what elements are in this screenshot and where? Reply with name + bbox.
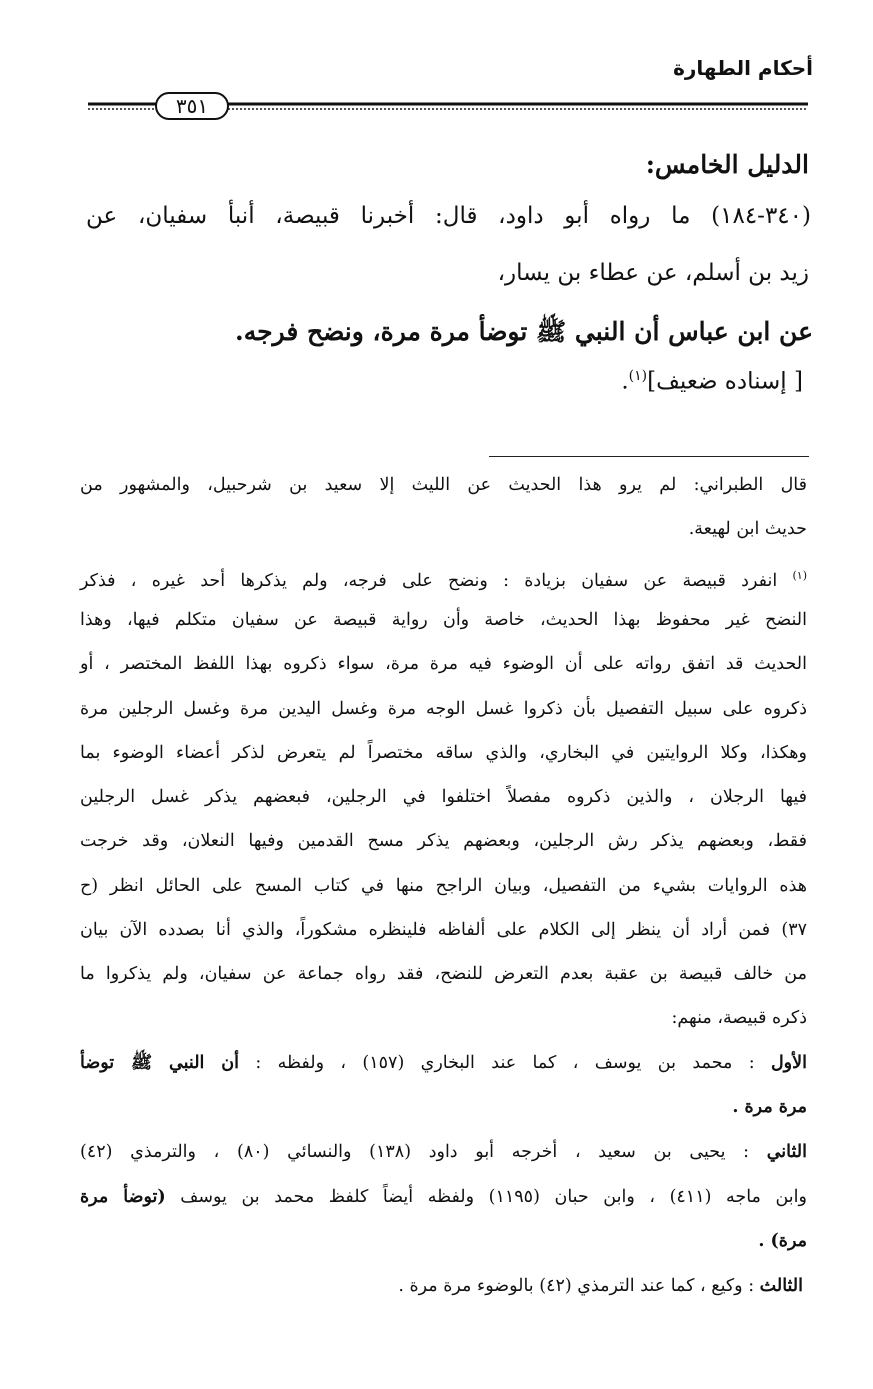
- footnote-line: [80, 1097, 807, 1117]
- footnote-line: ذكره قبيصة، منهم:: [671, 1008, 807, 1028]
- footnote-line: هذه الروايات بشيء من التفصيل، وبيان الراجح منها في كتاب المسح على الحائل انظر (ح: [80, 876, 807, 896]
- footnote-line: [80, 1187, 807, 1207]
- narrator-label: الثالث: [759, 1276, 803, 1296]
- footnote-line: [80, 566, 807, 591]
- footnote-marker: (١): [792, 569, 807, 582]
- footnote-line: ذكروه على سبيل التفصيل بأن ذكروا غسل الوجه مرة وغسل اليدين مرة وغسل الرجلين مرة: [80, 699, 807, 719]
- footnote-text: انفرد قبيصة عن سفيان بزيادة : ونضح على فرجه، ولم يذكرها أحد غيره ، فذكر: [80, 570, 778, 591]
- footnote-line: [80, 1231, 807, 1251]
- footnote-line: حديث ابن لهيعة.: [688, 519, 807, 539]
- footnote-line: [80, 1276, 803, 1296]
- quoted-wording: (توضأ مرة: [80, 1187, 166, 1207]
- footnote-line: [80, 1142, 807, 1162]
- grading-text: [ إسناده ضعيف]: [647, 368, 803, 395]
- footnote-line: قال الطبراني: لم يرو هذا الحديث عن الليث إلا سعيد بن شرحبيل، والمشهور من: [80, 475, 807, 495]
- hadith-isnad-line: (٣٤٠-١٨٤) ما رواه أبو داود، قال: أخبرنا قبيصة، أنبأ سفيان، عن: [86, 203, 811, 229]
- quoted-wording: أن النبي ﷺ توضأ: [80, 1053, 240, 1073]
- narrator-label: الأول: [770, 1053, 807, 1073]
- quoted-wording: مرة مرة .: [732, 1097, 807, 1117]
- footnote-line: فقط، وبعضهم يذكر رش الرجلين، وبعضهم يذكر مسح القدمين وفيها النعلان، وقد خرجت: [80, 831, 807, 851]
- footnote-separator: [489, 456, 809, 457]
- footnote-line: من خالف قبيصة بن عقبة بعدم التعرض للنضح، فقد رواه جماعة عن سفيان، ولم يذكروا ما: [80, 964, 807, 984]
- hadith-isnad-line: زيد بن أسلم، عن عطاء بن يسار،: [497, 260, 809, 286]
- footnote-line: [80, 1053, 807, 1073]
- footnote-text: : محمد بن يوسف ، كما عند البخاري (١٥٧) ، ولفظه :: [255, 1053, 755, 1073]
- footnote-text: وابن ماجه (٤١١) ، وابن حبان (١١٩٥) ولفظه أيضاً كلفظ محمد بن يوسف: [180, 1187, 807, 1207]
- footnote-line: وهكذا، وكلا الروايتين في البخاري، والذي ساقه مختصراً لم يتعرض لذكر أعضاء الوضوء بما: [80, 743, 807, 763]
- page-number: ٣٥١: [175, 94, 209, 118]
- footnote-line: ٣٧) فمن أراد أن ينظر إلى الكلام على ألفاظه فلينظره مشكوراً، والذي أنا بصدده الآن بيان: [80, 920, 807, 940]
- footnote-reference: (١): [628, 368, 648, 384]
- footnote-text: : وكيع ، كما عند الترمذي (٤٢) بالوضوء مرة مرة .: [398, 1276, 755, 1296]
- section-heading: الدليل الخامس:: [645, 150, 809, 179]
- grading-end: .: [621, 368, 629, 395]
- footnote-line: فيها الرجلان ، والذين ذكروه مفصلاً اختلفوا في الرجلين، فبعضهم يذكر غسل الرجلين: [80, 787, 807, 807]
- hadith-matn: عن ابن عباس أن النبي ﷺ توضأ مرة مرة، ونضح فرجه.: [234, 317, 813, 346]
- running-header-title: أحكام الطهارة: [673, 56, 813, 80]
- footnote-line: النضح غير محفوظ بهذا الحديث، خاصة وأن رواية قبيصة عن سفيان متكلم فيها، وهذا: [80, 610, 807, 630]
- narrator-label: الثاني: [766, 1142, 807, 1162]
- quoted-wording: مرة) .: [758, 1231, 807, 1251]
- footnote-line: الحديث قد اتفق رواته على أن الوضوء فيه مرة مرة، سواء ذكروه بهذا اللفظ المختصر ، أو: [80, 654, 807, 674]
- footnote-text: : يحيى بن سعيد ، أخرجه أبو داود (١٣٨) والنسائي (٨٠) ، والترمذي (٤٢): [80, 1142, 750, 1162]
- hadith-grading: [621, 368, 803, 395]
